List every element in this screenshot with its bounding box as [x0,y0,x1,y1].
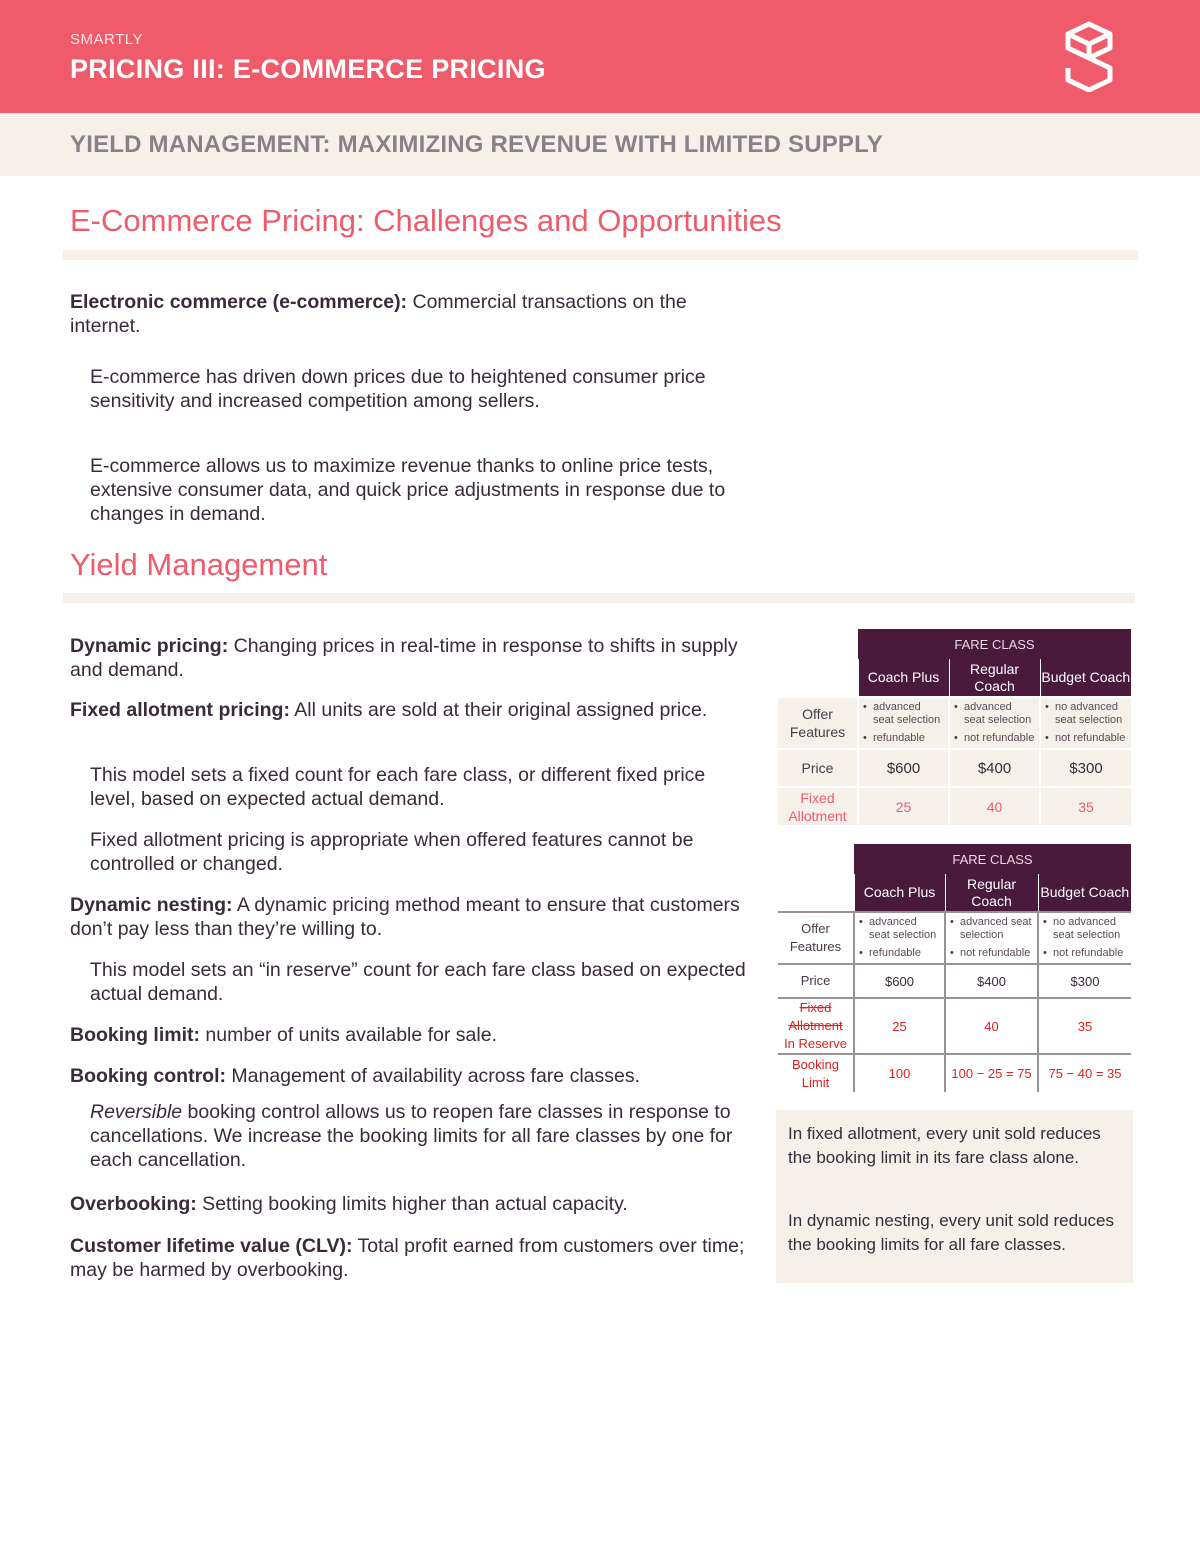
note-fixed-allotment: In fixed allotment, every unit sold reduces the booking limit in its fare class alone. [788,1124,1101,1167]
row-label: Offer Features [778,697,858,749]
definition-text: All units are sold at their original assigned price. [289,699,708,721]
column-header: Coach Plus [858,659,949,697]
sub-point: This model sets a fixed count for each fare class, or different fixed price level, based on expected actual demand. [90,764,706,810]
term: Fixed allotment pricing: [70,699,290,721]
section-divider [63,593,1135,603]
column-header: Regular Coach [949,659,1040,697]
reserve-cell: 40 [945,998,1038,1054]
feature-cell [949,697,1040,749]
allotment-cell: 40 [949,787,1040,825]
definition-dynamic-nesting [70,893,760,941]
feature-item: • advanced seat selection [859,916,940,942]
smartly-logo-icon [1062,20,1116,92]
term: Overbooking: [70,1193,197,1215]
feature-item: • not refundable [950,947,1033,960]
sub-point: This model sets an “in reserve” count for each fare class based on expected actual demand. [90,959,746,1005]
emphasis: Reversible [90,1101,183,1123]
page-title: PRICING III: E-COMMERCE PRICING [70,54,546,84]
definition-fixed-allotment [70,698,760,722]
term: Electronic commerce (e-commerce): [70,291,408,313]
price-cell: $600 [854,964,945,998]
price-cell: $600 [858,749,949,787]
definition-text: Commercial transactions on the internet. [70,291,687,337]
definition-dynamic-pricing [70,634,760,682]
row-label-reserve [778,998,854,1054]
row-label: Price [778,749,858,787]
definition-text: A dynamic pricing method meant to ensure that customers don’t pay less than they’re willing to. [70,894,740,940]
column-header: Regular Coach [945,874,1038,912]
definition-text: Management of availability across fare classes. [225,1065,641,1087]
term: Dynamic pricing: [70,635,229,657]
term: Dynamic nesting: [70,894,233,916]
definition-text: Total profit earned from customers over time; may be harmed by overbooking. [70,1235,745,1281]
row-label: Offer Features [778,912,854,964]
feature-item: • advanced seat selection [954,701,1035,727]
feature-item: • no advanced seat selection [1043,916,1127,942]
column-header: Budget Coach [1040,659,1131,697]
definition-booking-control [70,1064,760,1088]
row-label: Booking Limit [778,1054,854,1092]
feature-cell [858,697,949,749]
limit-cell: 100 [854,1054,945,1092]
term: Customer lifetime value (CLV): [70,1235,353,1257]
brand-name: SMARTLY [70,31,143,48]
table-group-header: FARE CLASS [854,844,1131,874]
allotment-cell: 25 [858,787,949,825]
table-corner [778,659,858,697]
definition-clv [70,1234,760,1282]
row-label: Price [778,964,854,998]
feature-cell [854,912,945,964]
limit-cell: 75 − 40 = 35 [1038,1054,1131,1092]
feature-item: • no advanced seat selection [1045,701,1127,727]
feature-cell [945,912,1038,964]
column-header: Budget Coach [1038,874,1131,912]
term: Booking control: [70,1065,226,1087]
sub-point-reversible [90,1100,750,1172]
feature-item: • advanced seat selection [950,916,1033,942]
note-dynamic-nesting: In dynamic nesting, every unit sold reduces the booking limits for all fare classes. [788,1211,1115,1254]
reserve-cell: 25 [854,998,945,1054]
price-cell: $300 [1040,749,1131,787]
feature-item: • not refundable [1043,947,1127,960]
sub-point: Fixed allotment pricing is appropriate when offered features cannot be controlled or changed. [90,829,694,875]
sub-point-text: booking control allows us to reopen fare classes in response to cancellations. We increase the booking limits for all fare classes by one for each cancellation. [90,1101,733,1171]
feature-item: • advanced seat selection [863,701,944,727]
definition-text: number of units available for sale. [200,1024,497,1046]
definition-text: Changing prices in real-time in response to shifts in supply and demand. [70,635,738,681]
limit-cell: 100 − 25 = 75 [945,1054,1038,1092]
definition-text: Setting booking limits higher than actual capacity. [196,1193,628,1215]
feature-cell [1040,697,1131,749]
price-cell: $400 [945,964,1038,998]
feature-item: • refundable [863,732,944,745]
definition-ecommerce [70,290,760,338]
feature-item: • not refundable [954,732,1035,745]
bullet-point: E-commerce has driven down prices due to heightened consumer price sensitivity and increased competition among sellers. [90,366,706,412]
table-corner [778,874,854,912]
price-cell: $400 [949,749,1040,787]
reserve-label: In Reserve [784,1036,847,1051]
reserve-cell: 35 [1038,998,1131,1054]
table-corner [778,629,858,659]
term: Booking limit: [70,1024,200,1046]
column-header: Coach Plus [854,874,945,912]
page-subtitle: YIELD MANAGEMENT: MAXIMIZING REVENUE WITH LIMITED SUPPLY [70,131,884,158]
definition-overbooking [70,1192,760,1216]
price-cell: $300 [1038,964,1131,998]
allotment-cell: 35 [1040,787,1131,825]
bullet-point: E-commerce allows us to maximize revenue thanks to online price tests, extensive consumer data, and quick price adjustments in response due to changes in demand. [90,455,726,525]
section-title-ecommerce: E-Commerce Pricing: Challenges and Opportunities [70,203,782,238]
section-divider [63,250,1138,260]
section-title-yield: Yield Management [70,547,328,582]
definition-booking-limit [70,1023,760,1047]
table-group-header: FARE CLASS [858,629,1131,659]
feature-item: • refundable [859,947,940,960]
table-corner [778,844,854,874]
feature-cell [1038,912,1131,964]
fare-class-table-nesting [778,844,1131,1092]
fare-class-table-fixed [778,629,1131,825]
struck-label: Fixed Allotment [788,1000,843,1033]
row-label: Fixed Allotment [778,787,858,825]
feature-item: • not refundable [1045,732,1127,745]
